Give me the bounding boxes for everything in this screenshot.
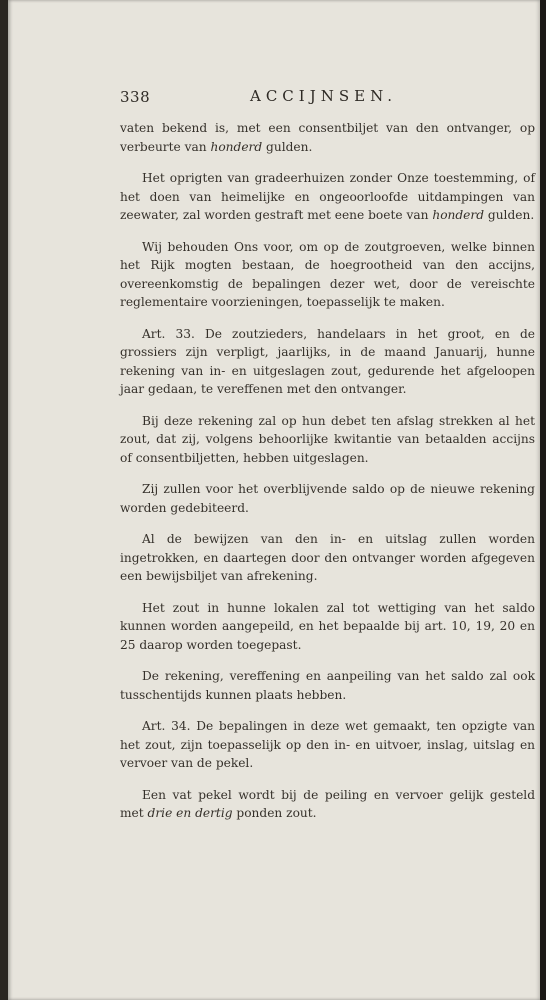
paragraph-8 <box>120 599 535 655</box>
paragraph-7 <box>120 530 535 586</box>
text-run: Wij behouden Ons voor, om op de zoutgroeven, welke binnen het Rijk mogten bestaan, de hoegrootheid van den accijns, overeenkomstig de bepalingen dezer wet, door de vereischte reglementaire voorzieningen, toepasselijk te maken. <box>120 239 535 309</box>
running-title: ACCIJNSEN. <box>250 87 398 105</box>
paragraph-9 <box>120 667 535 704</box>
italic-text-run: drie en dertig <box>147 806 233 820</box>
italic-text-run: honderd <box>210 139 263 154</box>
paragraph-2 <box>120 169 535 225</box>
italic-text-run: honderd <box>432 208 485 222</box>
paragraph-3 <box>120 238 535 312</box>
text-run: Bij deze rekening zal op hun debet ten afslag strekken al het zout, dat zij, volgens behoorlijke kwitantie van betaalden accijns of consentbiljetten, hebben uitgeslagen. <box>120 413 535 465</box>
paragraph-6 <box>120 480 535 517</box>
text-run: vaten bekend is, met een consentbiljet van den ontvanger, op verbeurte van <box>120 121 535 154</box>
page-header <box>120 88 540 114</box>
text-run: Al de bewijzen van den in- en uitslag zullen worden ingetrokken, en daartegen door den ontvanger worden afgegeven een bewijsbiljet van afrekening. <box>120 532 535 583</box>
text-run: Zij zullen voor het overblijvende saldo op de nieuwe rekening worden gedebiteerd. <box>120 482 535 515</box>
text-run: Het oprigten van gradeerhuizen zonder Onze toestemming, of het doen van heimelijke en ongeoorloofde uitdampingen van zeewater, zal worden gestraft met eene boete van <box>120 171 535 222</box>
text-run: Art. 34. De bepalingen in deze wet gemaakt, ten opzigte van het zout, zijn toepasselijk op den in- en uitvoer, inslag, uitslag en vervoer van de pekel. <box>120 719 535 770</box>
body-text <box>120 119 535 836</box>
paragraph-art-33 <box>120 325 535 399</box>
book-page <box>8 0 540 1000</box>
text-run: Het zout in hunne lokalen zal tot wettiging van het saldo kunnen worden aangepeild, en het bepaalde bij art. 10, 19, 20 en 25 daarop worden toegepast. <box>120 600 535 652</box>
text-run: Een vat pekel wordt bij de peiling en vervoer gelijk gesteld met <box>120 787 535 820</box>
paragraph-1 <box>120 119 535 156</box>
scan-edge <box>540 0 546 1000</box>
text-run: De rekening, vereffening en aanpeiling van het saldo zal ook tusschentijds kunnen plaats hebben. <box>120 669 535 702</box>
text-run: gulden. <box>484 208 535 222</box>
text-run: Art. 33. De zoutzieders, handelaars in het groot, en de grossiers zijn verpligt, jaarlijks, in de maand Januarij, hunne rekening van in- en uitgeslagen zout, gedurende het afgeloopen jaar gedaan, te vereffenen met den ontvanger. <box>120 326 535 396</box>
text-run: gulden. <box>262 139 313 154</box>
page-number: 338 <box>120 88 151 106</box>
paragraph-art-34 <box>120 717 535 773</box>
paragraph-11 <box>120 786 535 823</box>
text-run: ponden zout. <box>232 806 317 820</box>
paragraph-5 <box>120 412 535 468</box>
